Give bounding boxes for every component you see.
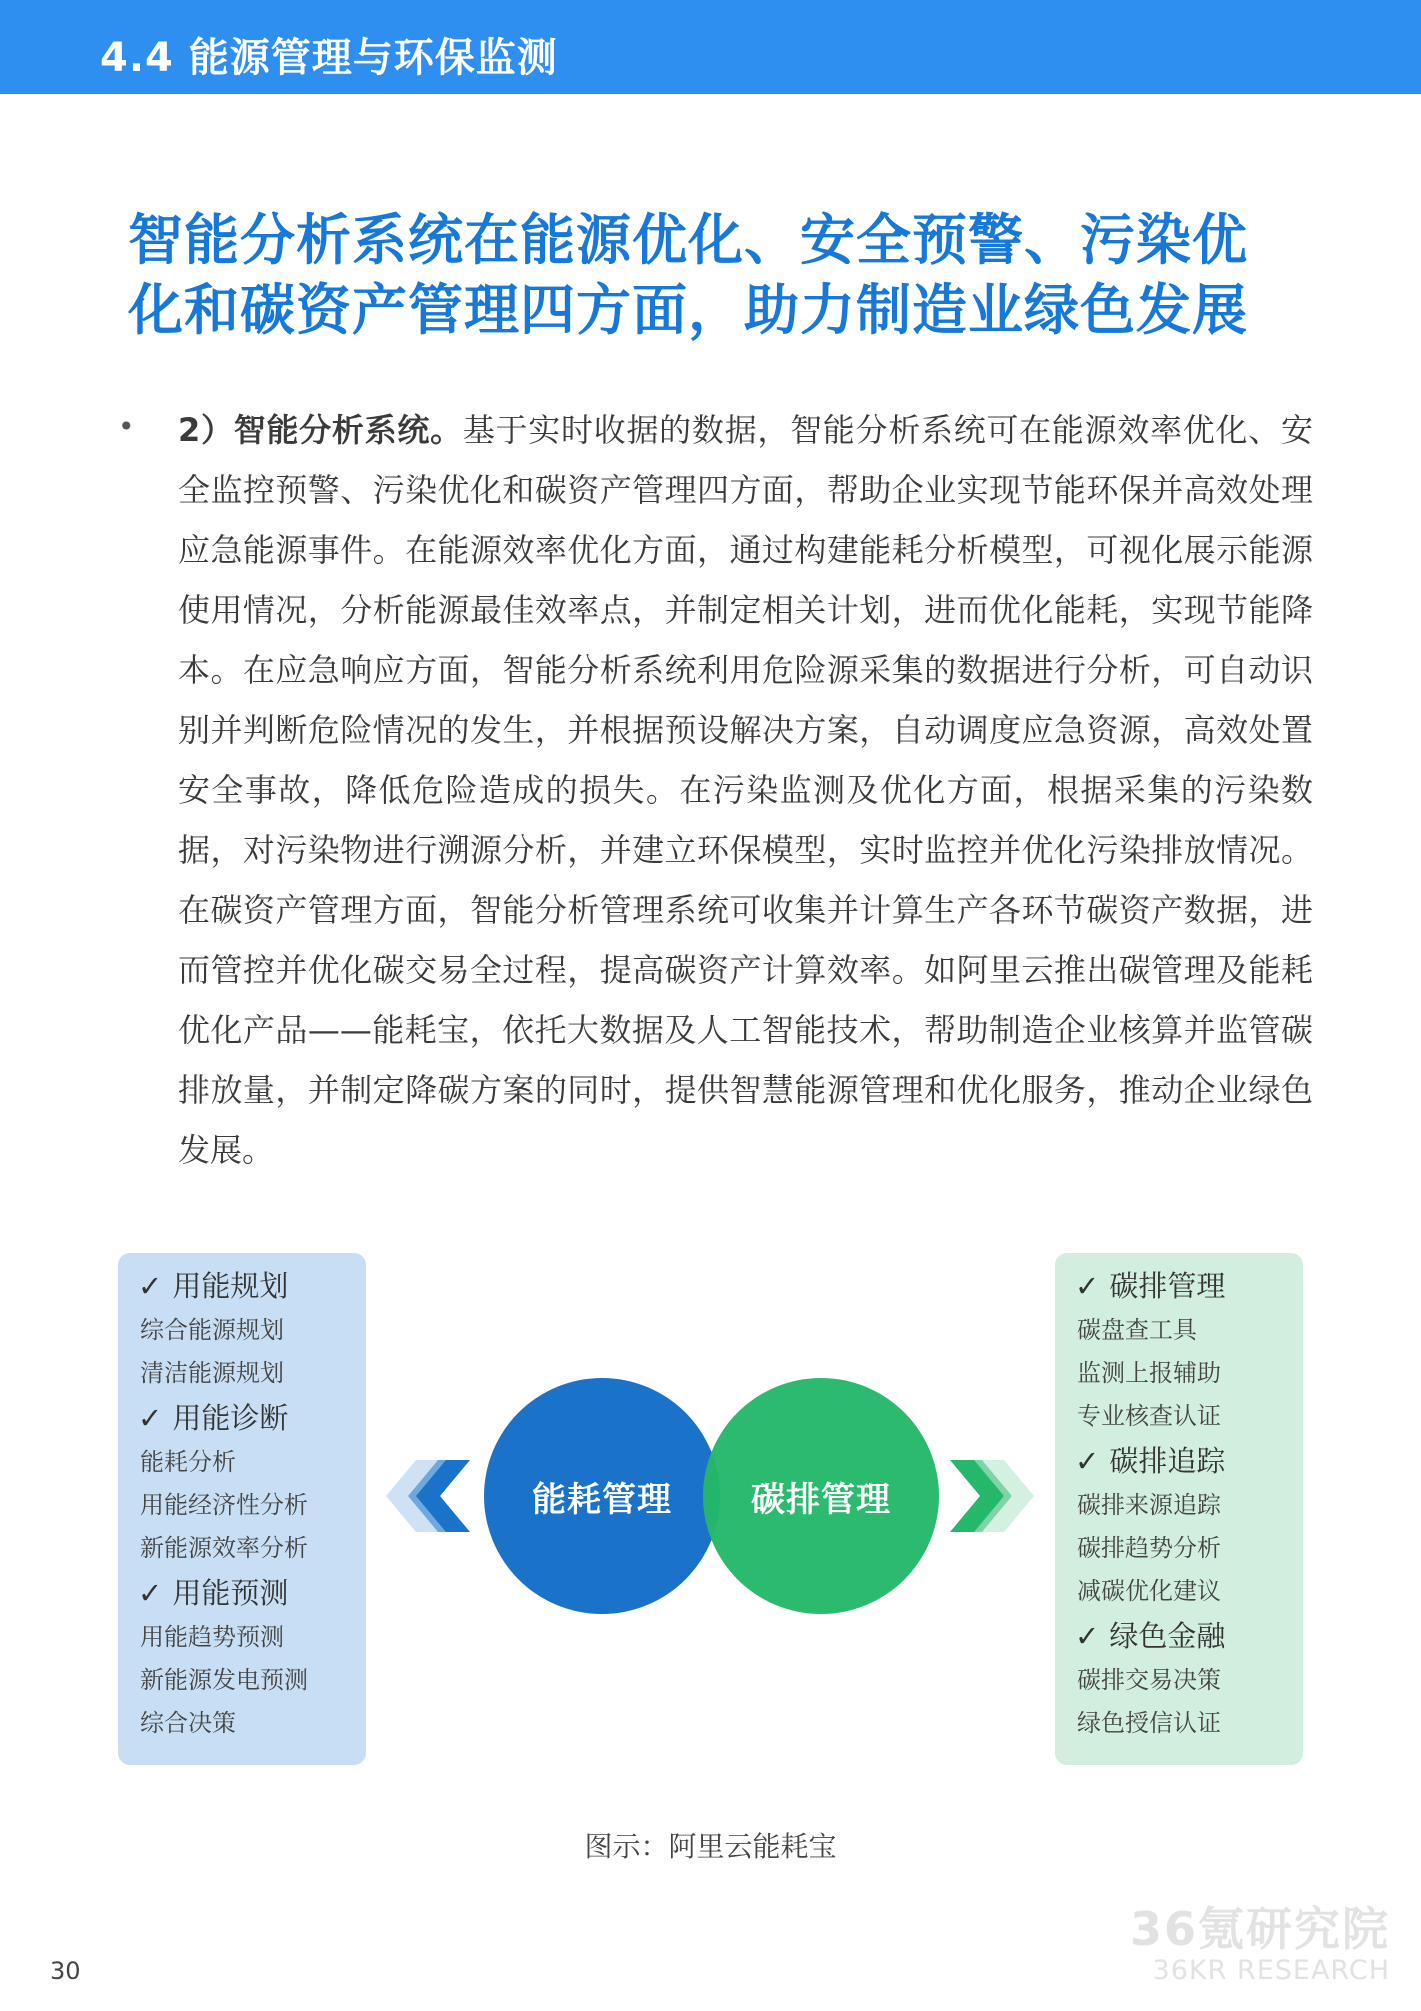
group-item: 新能源效率分析: [140, 1534, 308, 1562]
group-item: 绿色授信认证: [1077, 1709, 1221, 1737]
right-feature-panel: [1055, 1253, 1303, 1765]
heading-line-2: 化和碳资产管理四方面，助力制造业绿色发展: [128, 278, 1249, 342]
group-item: 综合能源规划: [140, 1316, 284, 1344]
body-text: [178, 400, 1313, 1180]
group-item: 监测上报辅助: [1077, 1359, 1221, 1387]
right-group: [1055, 1438, 1303, 1613]
check-icon: ✓: [1075, 1619, 1100, 1653]
bullet-icon: •: [118, 410, 135, 443]
group-title: ✓ 碳排追踪: [1075, 1444, 1226, 1478]
left-group: [118, 1570, 366, 1745]
left-group: [118, 1263, 366, 1395]
check-icon: ✓: [1075, 1444, 1100, 1478]
group-item: 碳排来源追踪: [1077, 1491, 1221, 1519]
brand-name-cn: 36氪研究院: [1130, 1902, 1391, 1956]
brand-name-en: 36KR RESEARCH: [1152, 1955, 1390, 1986]
group-item: 碳盘查工具: [1077, 1316, 1197, 1344]
carbon-management-label: 碳排管理: [751, 1479, 891, 1520]
group-item: 碳排交易决策: [1077, 1666, 1221, 1694]
group-title: ✓ 绿色金融: [1075, 1619, 1226, 1653]
group-item: 新能源发电预测: [140, 1666, 308, 1694]
section-title: 4.4 能源管理与环保监测: [100, 35, 558, 81]
energy-management-circle: [484, 1378, 720, 1614]
check-icon: ✓: [1075, 1269, 1100, 1303]
body-content: 基于实时收据的数据，智能分析系统可在能源效率优化、安全监控预警、污染优化和碳资产管理四方面，帮助企业实现节能环保并高效处理应急能源事件。在能源效率优化方面，通过构建能耗分析模型，可视化展示能源使用情况，分析能源最佳效率点，并制定相关计划，进而优化能耗，实现节能降本。在应急响应方面，智能分析系统利用危险源采集的数据进行分析，可自动识别并判断危险情况的发生，并根据预设解决方案，自动调度应急资源，高效处置安全事故，降低危险造成的损失。在污染监测及优化方面，根据采集的污染数据，对污染物进行溯源分析，并建立环保模型，实时监控并优化污染排放情况。在碳资产管理方面，智能分析管理系统可收集并计算生产各环节碳资产数据，进而管控并优化碳交易全过程，提高碳资产计算效率。如阿里云推出碳管理及能耗优化产品——能耗宝，依托大数据及人工智能技术，帮助制造企业核算并监管碳排放量，并制定降碳方案的同时，提供智慧能源管理和优化服务，推动企业绿色发展。: [178, 411, 1313, 1169]
chevron-left-icon: [376, 1460, 476, 1532]
body-paragraph: [118, 400, 1313, 1180]
check-icon: ✓: [138, 1401, 163, 1435]
check-icon: ✓: [138, 1269, 163, 1303]
page-number: 30: [50, 1957, 81, 1985]
group-item: 用能经济性分析: [140, 1491, 308, 1519]
group-title: ✓ 用能预测: [138, 1576, 289, 1610]
heading-line-1: 智能分析系统在能源优化、安全预警、污染优: [128, 208, 1249, 272]
page-heading: [128, 205, 1308, 345]
group-item: 专业核查认证: [1077, 1402, 1221, 1430]
right-group: [1055, 1263, 1303, 1438]
group-item: 用能趋势预测: [140, 1623, 284, 1651]
group-title: ✓ 用能规划: [138, 1269, 289, 1303]
group-item: 清洁能源规划: [140, 1359, 284, 1387]
left-group: [118, 1395, 366, 1570]
group-item: 碳排趋势分析: [1077, 1534, 1221, 1562]
brand-watermark: [1130, 1893, 1390, 1986]
body-lead: 2）智能分析系统。: [178, 411, 463, 449]
right-group: [1055, 1613, 1303, 1745]
group-title: ✓ 用能诊断: [138, 1401, 289, 1435]
figure-caption: 图示：阿里云能耗宝: [584, 1830, 837, 1863]
energy-management-label: 能耗管理: [532, 1479, 672, 1520]
group-item: 减碳优化建议: [1077, 1577, 1221, 1605]
group-item: 能耗分析: [140, 1448, 236, 1476]
group-title: ✓ 碳排管理: [1075, 1269, 1226, 1303]
header-bar: [0, 0, 1421, 94]
left-feature-panel: [118, 1253, 366, 1765]
group-item: 综合决策: [140, 1709, 236, 1737]
check-icon: ✓: [138, 1576, 163, 1610]
chevron-right-icon: [944, 1460, 1044, 1532]
carbon-management-circle: [703, 1378, 939, 1614]
